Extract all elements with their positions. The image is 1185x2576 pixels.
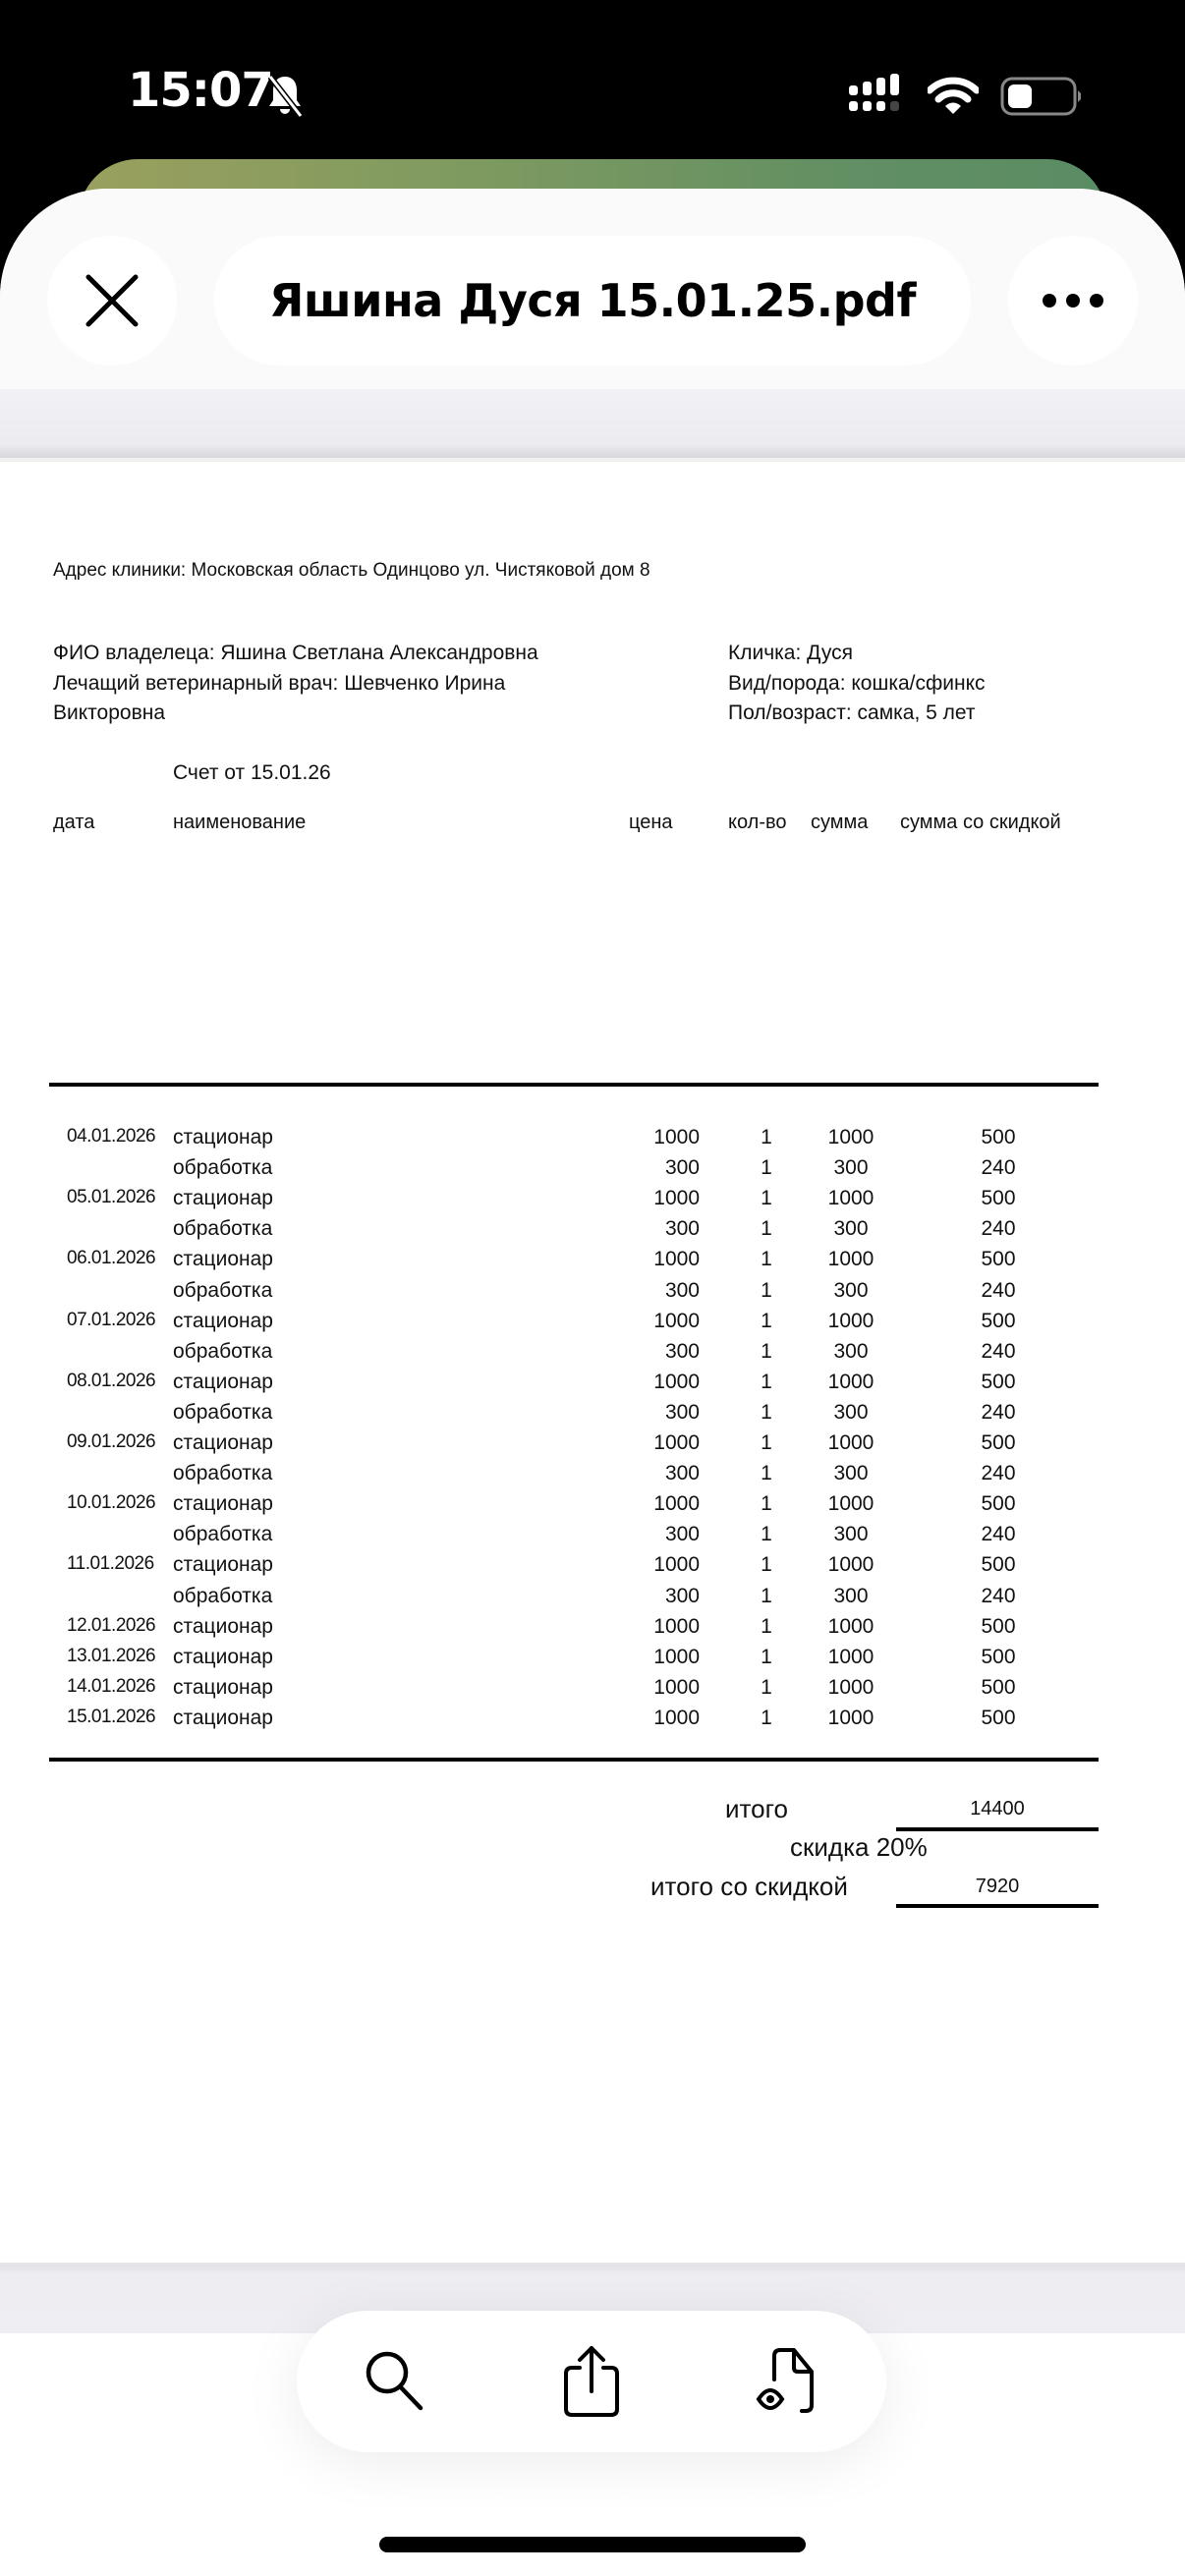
row-service-name: обработка [173,1523,273,1546]
col-header-discounted: сумма со скидкой [900,812,1061,833]
row-price: 1000 [653,1309,700,1332]
row-sum: 1000 [827,1431,875,1454]
table-row [0,1707,1185,1737]
row-sum: 300 [833,1523,869,1546]
row-quantity: 1 [761,1126,772,1148]
doctor-name-line1: Лечащий ветеринарный врач: Шевченко Ирина [53,672,506,695]
row-quantity: 1 [761,1645,772,1668]
col-header-name: наименование [173,812,307,833]
page-gutter-top [0,389,1185,458]
row-quantity: 1 [761,1614,772,1638]
row-sum: 300 [833,1217,869,1241]
row-sum: 1000 [827,1492,875,1516]
cellular-signal-icon [847,74,902,119]
search-button[interactable] [346,2332,444,2431]
row-quantity: 1 [761,1187,772,1210]
discounted-total-underline [896,1904,1099,1908]
row-quantity: 1 [761,1248,772,1271]
row-date: 06.01.2026 [67,1248,156,1269]
row-date: 14.01.2026 [67,1675,156,1697]
row-sum: 1000 [827,1187,875,1210]
row-sum: 1000 [827,1645,875,1668]
row-quantity: 1 [761,1462,772,1485]
row-discounted-sum: 500 [981,1309,1016,1332]
row-discounted-sum: 500 [981,1248,1016,1271]
row-discounted-sum: 240 [981,1523,1016,1546]
bottom-toolbar [297,2311,886,2452]
table-row [0,1462,1185,1492]
row-sum: 1000 [827,1675,875,1699]
ellipsis-icon [1042,293,1104,308]
table-row [0,1340,1185,1371]
clinic-address: Адрес клиники: Московская область Одинцово ул. Чистяковой дом 8 [53,560,650,581]
row-price: 300 [664,1523,700,1546]
invoice-title: Счет от 15.01.26 [173,761,331,784]
row-service-name: обработка [173,1217,273,1241]
row-price: 1000 [653,1553,700,1577]
row-discounted-sum: 240 [981,1339,1016,1363]
document-title-pill[interactable] [214,236,971,365]
table-row [0,1676,1185,1707]
header-rule [49,1083,1099,1087]
row-discounted-sum: 240 [981,1462,1016,1485]
viewer-header [0,189,1185,389]
row-sum: 1000 [827,1309,875,1332]
row-sum: 300 [833,1278,869,1302]
row-date: 04.01.2026 [67,1126,156,1147]
row-quantity: 1 [761,1523,772,1546]
table-row [0,1371,1185,1401]
row-date: 13.01.2026 [67,1645,156,1666]
row-discounted-sum: 240 [981,1156,1016,1180]
document-preview-button[interactable] [737,2332,835,2431]
row-quantity: 1 [761,1339,772,1363]
row-sum: 1000 [827,1248,875,1271]
col-header-date: дата [53,812,95,833]
document-preview-icon [755,2346,818,2417]
status-time: 15:07 [128,63,273,118]
row-service-name: стационар [173,1248,273,1271]
row-quantity: 1 [761,1278,772,1302]
row-service-name: стационар [173,1370,273,1393]
row-service-name: обработка [173,1584,273,1607]
row-discounted-sum: 500 [981,1370,1016,1393]
row-date: 15.01.2026 [67,1706,156,1727]
row-quantity: 1 [761,1584,772,1607]
search-icon [364,2349,426,2414]
table-row [0,1553,1185,1584]
close-icon [85,273,140,328]
wifi-icon [928,77,979,116]
table-row [0,1217,1185,1248]
row-sum: 300 [833,1339,869,1363]
table-row [0,1248,1185,1278]
row-quantity: 1 [761,1553,772,1577]
row-service-name: стационар [173,1614,273,1638]
home-indicator[interactable] [379,2537,806,2552]
col-header-qty: кол-во [728,812,787,833]
col-header-sum: сумма [811,812,869,833]
row-price: 300 [664,1156,700,1180]
pet-sex-age: Пол/возраст: самка, 5 лет [728,701,976,724]
row-price: 300 [664,1462,700,1485]
row-service-name: обработка [173,1156,273,1180]
row-discounted-sum: 500 [981,1187,1016,1210]
total-value: 14400 [970,1798,1025,1820]
row-date: 09.01.2026 [67,1431,156,1452]
row-service-name: стационар [173,1553,273,1577]
table-row [0,1492,1185,1523]
row-quantity: 1 [761,1492,772,1516]
row-price: 1000 [653,1492,700,1516]
table-row [0,1523,1185,1553]
row-date: 11.01.2026 [67,1553,154,1575]
table-row [0,1156,1185,1187]
row-service-name: стационар [173,1706,273,1729]
table-row [0,1615,1185,1646]
row-quantity: 1 [761,1675,772,1699]
row-discounted-sum: 500 [981,1614,1016,1638]
pet-name: Кличка: Дуся [728,642,853,664]
row-service-name: обработка [173,1339,273,1363]
row-discounted-sum: 500 [981,1645,1016,1668]
battery-icon [1000,77,1083,116]
table-row [0,1431,1185,1462]
owner-name: ФИО владелеца: Яшина Светлана Александровна [53,642,538,664]
row-price: 1000 [653,1126,700,1148]
table-row [0,1310,1185,1340]
row-quantity: 1 [761,1431,772,1454]
row-price: 1000 [653,1248,700,1271]
pdf-page [0,462,1185,2263]
row-sum: 1000 [827,1553,875,1577]
row-discounted-sum: 500 [981,1675,1016,1699]
table-row [0,1646,1185,1676]
row-service-name: стационар [173,1645,273,1668]
row-price: 300 [664,1339,700,1363]
document-title: Яшина Дуся 15.01.25.pdf [269,274,916,327]
row-service-name: стационар [173,1431,273,1454]
row-quantity: 1 [761,1309,772,1332]
row-price: 300 [664,1278,700,1302]
row-service-name: стационар [173,1492,273,1516]
row-service-name: обработка [173,1400,273,1424]
row-service-name: стационар [173,1126,273,1148]
discounted-total-value: 7920 [975,1876,1020,1897]
col-header-price: цена [629,812,673,833]
row-price: 300 [664,1217,700,1241]
row-quantity: 1 [761,1706,772,1729]
row-service-name: стационар [173,1187,273,1210]
row-price: 1000 [653,1706,700,1729]
pet-species: Вид/порода: кошка/сфинкс [728,672,986,695]
row-date: 10.01.2026 [67,1492,156,1514]
table-row [0,1401,1185,1431]
row-price: 1000 [653,1614,700,1638]
row-discounted-sum: 240 [981,1584,1016,1607]
total-underline [896,1827,1099,1831]
row-date: 12.01.2026 [67,1614,156,1636]
row-service-name: обработка [173,1462,273,1485]
row-price: 1000 [653,1187,700,1210]
row-price: 300 [664,1584,700,1607]
row-discounted-sum: 500 [981,1492,1016,1516]
row-price: 1000 [653,1645,700,1668]
doctor-name-line2: Викторовна [53,701,166,724]
discounted-total-label: итого со скидкой [650,1872,848,1901]
row-price: 1000 [653,1675,700,1699]
row-service-name: стационар [173,1309,273,1332]
table-row [0,1279,1185,1310]
table-bottom-rule [49,1758,1099,1762]
share-icon [560,2344,623,2419]
row-service-name: стационар [173,1675,273,1699]
pdf-viewer-sheet [0,189,1185,2576]
close-button[interactable] [47,236,177,365]
row-sum: 1000 [827,1706,875,1729]
row-quantity: 1 [761,1156,772,1180]
row-price: 1000 [653,1370,700,1393]
status-bar [0,0,1185,157]
row-service-name: обработка [173,1278,273,1302]
row-sum: 1000 [827,1370,875,1393]
row-discounted-sum: 500 [981,1431,1016,1454]
row-quantity: 1 [761,1400,772,1424]
total-label: итого [725,1794,788,1823]
row-discounted-sum: 500 [981,1126,1016,1148]
row-discounted-sum: 240 [981,1278,1016,1302]
row-sum: 1000 [827,1126,875,1148]
row-price: 300 [664,1400,700,1424]
row-sum: 300 [833,1462,869,1485]
row-date: 05.01.2026 [67,1187,156,1208]
row-quantity: 1 [761,1217,772,1241]
more-options-button[interactable] [1008,236,1138,365]
row-price: 1000 [653,1431,700,1454]
table-row [0,1585,1185,1615]
share-button[interactable] [542,2332,641,2431]
row-date: 07.01.2026 [67,1309,156,1330]
row-sum: 300 [833,1156,869,1180]
row-sum: 1000 [827,1614,875,1638]
discount-label: скидка 20% [790,1832,928,1862]
table-row [0,1126,1185,1156]
row-discounted-sum: 240 [981,1217,1016,1241]
table-row [0,1187,1185,1217]
row-discounted-sum: 240 [981,1400,1016,1424]
row-quantity: 1 [761,1370,772,1393]
row-discounted-sum: 500 [981,1553,1016,1577]
row-discounted-sum: 500 [981,1706,1016,1729]
bell-slash-icon [265,73,305,118]
row-date: 08.01.2026 [67,1370,156,1391]
row-sum: 300 [833,1584,869,1607]
row-sum: 300 [833,1400,869,1424]
